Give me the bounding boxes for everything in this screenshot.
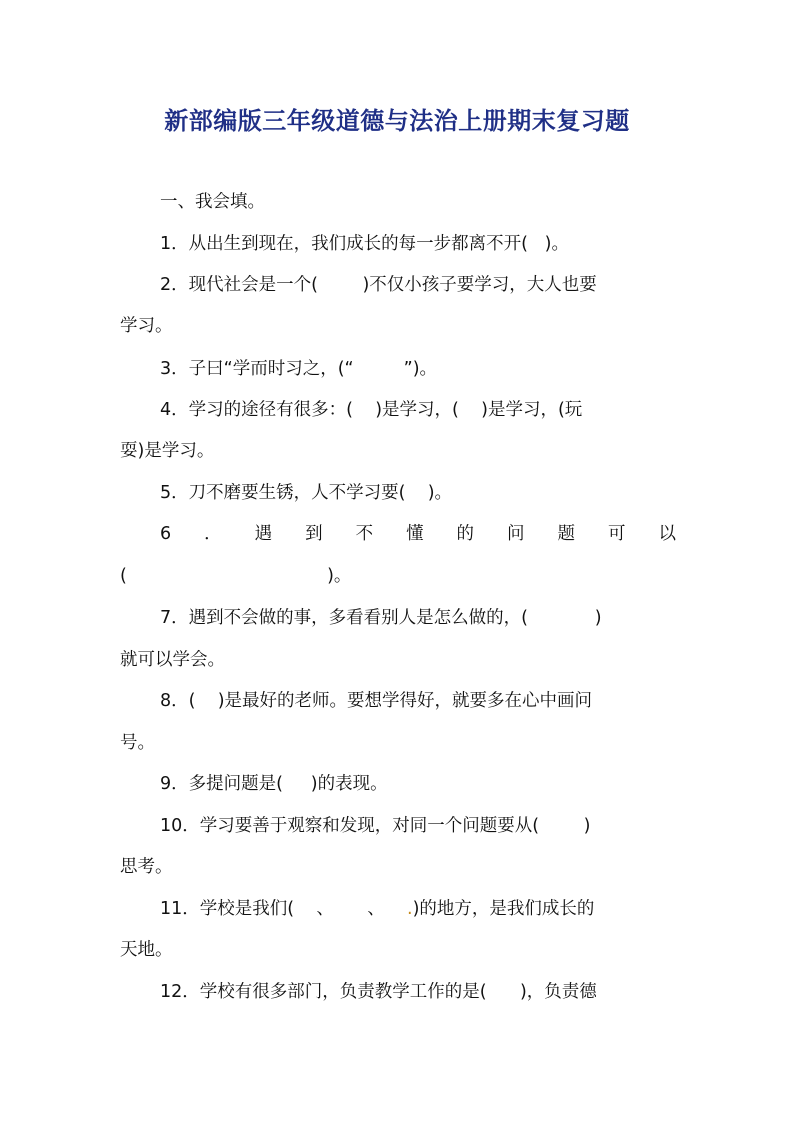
question-1: 1．从出生到现在，我们成长的每一步都离不开( )。 xyxy=(160,234,569,254)
question-4: 4．学习的途径有很多：( )是学习，( )是学习，(玩 xyxy=(160,400,583,420)
question-7: 7．遇到不会做的事，多看看别人是怎么做的，( ) xyxy=(160,608,602,628)
question-2: 2．现代社会是一个( )不仅小孩子要学习，大人也要 xyxy=(160,275,597,295)
question-3: 3．子曰“学而时习之，(“ ”)。 xyxy=(160,359,438,379)
question-10-continued: 思考。 xyxy=(120,857,173,877)
question-6-char: ． xyxy=(204,524,222,544)
question-6-char: 6 xyxy=(160,524,172,544)
question-6-char: 以 xyxy=(658,524,676,544)
question-12: 12．学校有很多部门，负责教学工作的是( )，负责德 xyxy=(160,982,597,1002)
question-11-dot: . xyxy=(406,899,413,919)
question-11-text: 11．学校是我们( 、 、 xyxy=(160,899,407,919)
question-5: 5．刀不磨要生锈，人不学习要( )。 xyxy=(160,483,453,503)
page-title: 新部编版三年级道德与法治上册期末复习题 xyxy=(164,106,630,135)
question-6-char: 懂 xyxy=(406,524,424,544)
question-6 xyxy=(160,523,676,545)
question-11 xyxy=(160,898,594,920)
section-heading: 一、我会填。 xyxy=(160,192,265,212)
question-11-text-end: )的地方，是我们成长的 xyxy=(412,899,595,919)
question-6-char: 题 xyxy=(557,524,576,544)
question-8: 8．( )是最好的老师。要想学得好，就要多在心中画问 xyxy=(160,691,593,711)
question-7-continued: 就可以学会。 xyxy=(120,650,225,670)
question-6-char: 到 xyxy=(305,524,323,544)
question-8-continued: 号。 xyxy=(120,733,155,753)
question-9: 9．多提问题是( )的表现。 xyxy=(160,774,388,794)
question-6-char: 不 xyxy=(355,524,374,544)
question-4-continued: 耍)是学习。 xyxy=(120,441,215,461)
question-6-char: 可 xyxy=(608,524,626,544)
question-6-char: 的 xyxy=(456,524,475,544)
question-6-continued: ( )。 xyxy=(120,566,352,586)
question-10: 10．学习要善于观察和发现，对同一个问题要从( ) xyxy=(160,816,591,836)
question-6-char: 问 xyxy=(507,524,525,544)
question-2-continued: 学习。 xyxy=(120,316,173,336)
question-6-char: 遇 xyxy=(254,524,273,544)
question-11-continued: 天地。 xyxy=(120,940,173,960)
